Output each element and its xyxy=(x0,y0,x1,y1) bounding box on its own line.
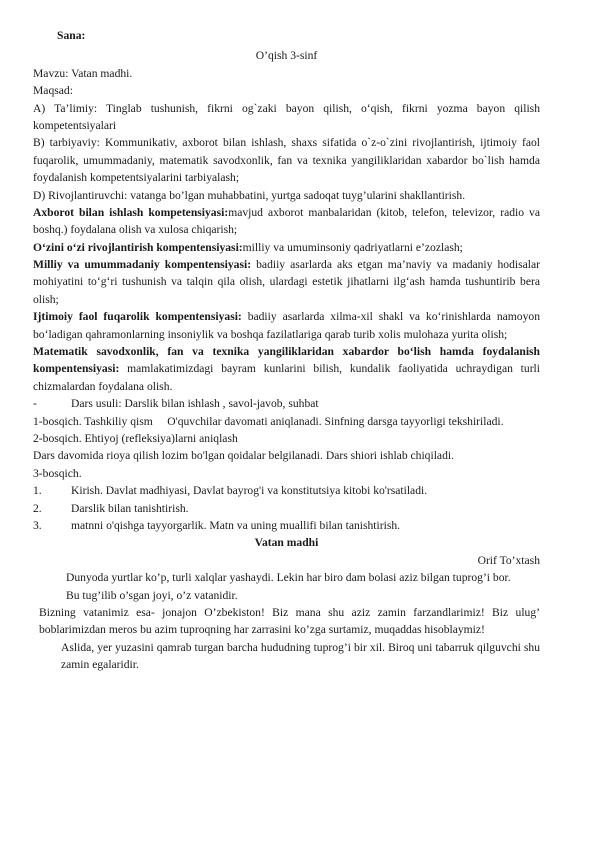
step-number: 2. xyxy=(33,501,42,515)
step-text: Darslik bilan tanishtirish. xyxy=(71,501,189,515)
reading-title xyxy=(33,534,540,551)
competency-text: milliy va umuminsoniy qadriyatlarni e’zozlash; xyxy=(242,240,463,254)
competency-title: Milliy va umummadaniy kompentensiyasi: xyxy=(33,258,252,272)
competency-text: mamlakatimizdagi bayram kunlarini bilish, kundalik faoliyatida uchraydigan turli chizmalardan foydalana olish. xyxy=(33,362,540,393)
step-item xyxy=(33,500,540,517)
step-text: matnni o'qishga tayyorgarlik. Matn va uning muallifi bilan tanishtirish. xyxy=(71,518,401,532)
stage-1-text: O'quvchilar davomati aniqlanadi. Sinfning darsga tayyorligi tekshiriladi. xyxy=(167,414,504,428)
competency-title: Ijtimoiy faol fuqarolik kompentensiyasi: xyxy=(33,310,242,324)
goal-a: A) Ta’limiy: Tinglab tushunish, fikrni og`zaki bayon qilish, o‘qish, fikrni yozma bayon qilish kompetentsiyalari xyxy=(33,101,540,132)
competency-title: O‘zini o‘zi rivojlantirish kompentensiyasi: xyxy=(33,240,243,254)
method-item xyxy=(33,395,540,412)
stage-2: 2-bosqich. Ehtiyoj (refleksiya)larni aniqlash xyxy=(33,431,238,445)
step-number: 1. xyxy=(33,484,42,498)
step-item xyxy=(33,517,540,534)
goal-b: B) tarbiyaviy: Kommunikativ, axborot bilan ishlash, shaxs sifatida o`z-o`zini rivojlantirish, ijtimoiy faol fuqarolik, umummadaniy, matematik savodxonlik, fan va texnika yangiliklaridan xabardor bo`lish hamda foydalanish kompetentsiyalarini tarbiyalash; xyxy=(33,136,540,185)
goal-d: D) Rivojlantiruvchi: vatanga bo’lgan muhabbatini, yurtga sadoqat tuyg’ularini shakllantirish. xyxy=(33,188,466,202)
stage-1-label: 1-bosqich. Tashkiliy qism xyxy=(33,414,153,428)
date-label: Sana: xyxy=(57,29,86,42)
competency-paragraph xyxy=(33,308,540,343)
competency-text: badiiy asarlarda aks etgan ma’naviy va madaniy hodisalar mohiyatini to‘g‘ri tushunish va talqin qila olish, ulardagi estetik jihatlarni ilg‘ash hamda tushuntirib bera olish; xyxy=(33,258,540,306)
competency-text: mavjud axborot manbalaridan (kitob, telefon, televizor, radio va boshq.) foydalana olish va xulosa chiqarish; xyxy=(33,205,540,237)
lesson-subtitle: O’qish 3-sinf xyxy=(255,49,318,63)
reading-author: Orif To’xtash xyxy=(477,553,540,567)
step-number: 3. xyxy=(33,518,42,532)
competency-title: Matematik savodxonlik, fan va texnika yangiliklaridan xabardor bo‘lish hamda foydalanish kompentensiyasi: xyxy=(33,345,540,376)
method-text: Dars usuli: Darslik bilan ishlash , savol-javob, suhbat xyxy=(71,397,319,411)
competency-paragraph xyxy=(33,204,540,239)
reading-paragraph: Bu tug’ilib o’sgan joyi, o’z vatanidir. xyxy=(66,588,238,602)
lesson-topic: Mavzu: Vatan madhi. xyxy=(33,66,133,80)
stage-2-text: Dars davomida rioya qilish lozim bo'lgan qoidalar belgilanadi. Dars shiori ishlab chiqiladi. xyxy=(33,449,454,463)
goal-label: Maqsad: xyxy=(33,84,73,98)
reading-paragraph: Dunyoda yurtlar ko’p, turli xalqlar yashaydi. Lekin har biro dam bolasi aziz bilgan tuprog’i bor. xyxy=(66,571,511,585)
reading-title-text: Vatan madhi xyxy=(254,536,319,550)
step-item xyxy=(33,482,540,499)
method-dash: - xyxy=(33,397,37,411)
stage-1 xyxy=(33,413,540,430)
step-text: Kirish. Davlat madhiyasi, Davlat bayrog'i va konstitutsiya kitobi ko'rsatiladi. xyxy=(71,484,428,498)
reading-paragraph: Aslida, yer yuzasini qamrab turgan barcha hududning tuprog’i bir xil. Biroq uni tabarruk qilguvchi shu zamin egalaridir. xyxy=(61,640,540,672)
competency-paragraph xyxy=(33,239,540,256)
competency-title: Axborot bilan ishlash kompetensiyasi: xyxy=(33,205,229,219)
competency-text: badiiy asarlarda xilma-xil shakl va ko‘rinishlarda namoyon bo‘ladigan qahramonlarning insoniylik va boshqa fazilatlariga qarab turib xolis mulohaza yurita olish; xyxy=(33,310,540,341)
reading-paragraph: Bizning vatanimiz esa- jonajon O’zbekiston! Biz mana shu aziz zamin farzandlarimiz! Biz ulug’ boblarimizdan meros bu azim tuproqning har zarrasini ko’zga surtamiz, muqaddas hisoblaymiz! xyxy=(39,605,540,637)
competency-paragraph xyxy=(33,343,540,395)
stage-3: 3-bosqich. xyxy=(33,466,82,480)
competency-paragraph xyxy=(33,256,540,308)
